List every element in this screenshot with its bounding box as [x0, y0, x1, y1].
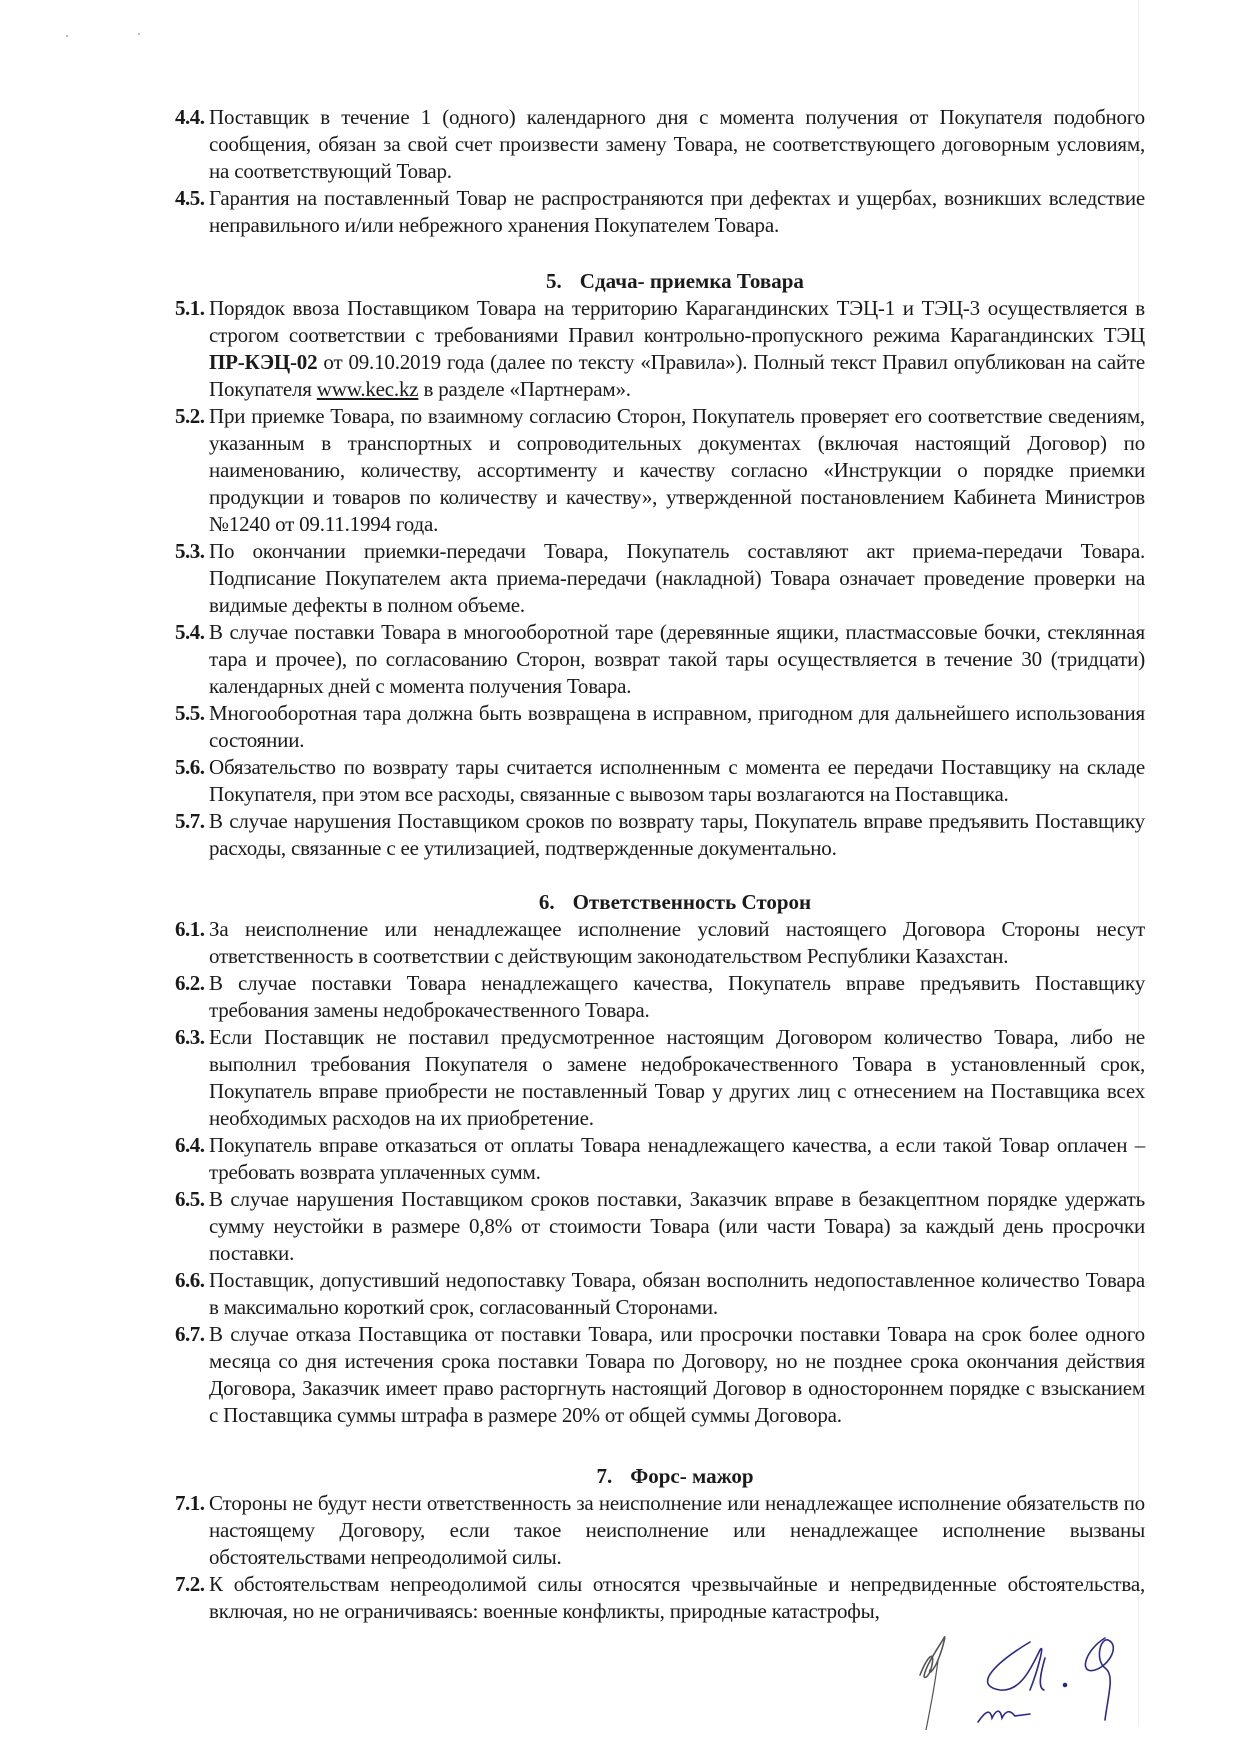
clause-7-1 [175, 1490, 1145, 1571]
clause-5-4 [175, 619, 1145, 700]
clause-6-5 [175, 1186, 1145, 1267]
signature-graphic [880, 1630, 1240, 1730]
clause-text: В случае поставки Товара в многооборотной таре (деревянные ящики, пластмассовые бочки, стеклянная тара и прочее), по согласованию Сторон, возврат такой тары осуществляется в течение 30 (тридцати) календарных дней с момента получения Товара. [209, 620, 1145, 698]
clause-text: Поставщик в течение 1 (одного) календарного дня с момента получения от Покупателя подобного сообщения, обязан за свой счет произвести замену Товара, не соответствующего договорным условиям, на соответствующий Товар. [209, 105, 1145, 183]
clause-number: 6.4. [175, 1133, 205, 1157]
clause-number: 6.5. [175, 1187, 205, 1211]
clause-5-5 [175, 700, 1145, 754]
clause-5-6 [175, 754, 1145, 808]
section-7 [175, 1463, 1145, 1625]
signatures [880, 1630, 1240, 1730]
regulation-code: ПР-КЭЦ-02 [209, 350, 318, 374]
clause-7-2 [175, 1571, 1145, 1625]
clause-text: За неисполнение или ненадлежащее исполнение условий настоящего Договора Стороны несут ответственность в соответствии с действующим законодательством Республики Казахстан. [209, 917, 1145, 968]
clause-text-part: в разделе «Партнерам». [418, 377, 631, 401]
clause-number: 7.2. [175, 1572, 205, 1596]
clause-number: 5.1. [175, 296, 205, 320]
clause-6-2 [175, 970, 1145, 1024]
clause-text: Многооборотная тара должна быть возвращена в исправном, пригодном для дальнейшего использования состоянии. [209, 701, 1145, 752]
clause-number: 5.2. [175, 404, 205, 428]
clause-number: 5.4. [175, 620, 205, 644]
clause-text: В случае нарушения Поставщиком сроков поставки, Заказчик вправе в безакцептном порядке удержать сумму неустойки в размере 0,8% от стоимости Товара (или части Товара) за каждый день просрочки поставки. [209, 1187, 1145, 1265]
clause-6-1 [175, 916, 1145, 970]
section-title: Форс- мажор [630, 1464, 754, 1488]
clause-text: В случае нарушения Поставщиком сроков по возврату тары, Покупатель вправе предъявить Поставщику расходы, связанные с ее утилизацией, подтвержденные документально. [209, 809, 1145, 860]
clause-number: 5.5. [175, 701, 205, 725]
clause-number: 6.2. [175, 971, 205, 995]
clause-text: В случае отказа Поставщика от поставки Товара, или просрочки поставки Товара на срок более одного месяца со дня истечения срока поставки Товара по Договору, но не позднее срока окончания действия Договора, Заказчик имеет право расторгнуть настоящий Договор в одностороннем порядке с взысканием с Поставщика суммы штрафа в размере 20% от общей суммы Договора. [209, 1322, 1145, 1427]
clause-number: 6.7. [175, 1322, 205, 1346]
clause-text: К обстоятельствам непреодолимой силы относятся чрезвычайные и непредвиденные обстоятельства, включая, но не ограничиваясь: военные конфликты, природные катастрофы, [209, 1572, 1145, 1623]
section-5 [175, 268, 1145, 862]
section-heading [175, 1463, 1145, 1490]
scan-speck [138, 33, 140, 35]
clause-text: При приемке Товара, по взаимному согласию Сторон, Покупатель проверяет его соответствие сведениям, указанным в транспортных и сопроводительных документах (включая настоящий Договор) по наименованию, количеству, ассортименту и качеству согласно «Инструкции о порядке приемки продукции и товаров по количеству и качеству», утвержденной постановлением Кабинета Министров №1240 от 09.11.1994 года. [209, 404, 1145, 536]
document-body [175, 104, 1145, 1625]
clause-number: 4.4. [175, 105, 205, 129]
section-title: Сдача- приемка Товара [579, 269, 804, 293]
clause-4-4 [175, 104, 1145, 185]
section-heading [175, 889, 1145, 916]
scan-speck [66, 35, 68, 37]
clause-5-3 [175, 538, 1145, 619]
clause-5-7 [175, 808, 1145, 862]
website-link[interactable]: www.kec.kz [316, 377, 419, 401]
clause-number: 5.3. [175, 539, 205, 563]
section-number: 7. [596, 1464, 613, 1488]
clause-text: Стороны не будут нести ответственность за неисполнение или ненадлежащее исполнение обязательств по настоящему Договору, если такое неисполнение или ненадлежащее исполнение вызваны обстоятельствами непреодолимой силы. [209, 1491, 1145, 1569]
clause-number: 5.6. [175, 755, 205, 779]
initials-signature-2 [978, 1638, 1113, 1722]
clause-number: 4.5. [175, 186, 205, 210]
clause-6-6 [175, 1267, 1145, 1321]
clause-4-5 [175, 185, 1145, 239]
section-number: 6. [538, 890, 555, 914]
section-6 [175, 889, 1145, 1429]
clause-6-4 [175, 1132, 1145, 1186]
clause-text-part: от 09.10.2019 года (далее по тексту «Правила»). Полный текст Правил опубликован на сайте Покупателя [209, 350, 1145, 401]
clause-text: Гарантия на поставленный Товар не распространяются при дефектах и ущербах, возникших вследствие неправильного и/или небрежного хранения Покупателем Товара. [209, 186, 1145, 237]
clause-number: 7.1. [175, 1491, 205, 1515]
clause-text: Покупатель вправе отказаться от оплаты Товара ненадлежащего качества, а если такой Товар оплачен – требовать возврата уплаченных сумм. [209, 1133, 1145, 1184]
clause-text: По окончании приемки-передачи Товара, Покупатель составляют акт приема-передачи Товара. Подписание Покупателем акта приема-передачи (накладной) Товара означает проведение проверки на видимые дефекты в полном объеме. [209, 539, 1145, 617]
clause-number: 6.6. [175, 1268, 205, 1292]
clause-5-2 [175, 403, 1145, 538]
clause-number: 5.7. [175, 809, 205, 833]
clause-text: Обязательство по возврату тары считается исполненным с момента ее передачи Поставщику на складе Покупателя, при этом все расходы, связанные с вывозом тары возлагаются на Поставщика. [209, 755, 1145, 806]
clause-text: В случае поставки Товара ненадлежащего качества, Покупатель вправе предъявить Поставщику требования замены недоброкачественного Товара. [209, 971, 1145, 1022]
clause-number: 6.1. [175, 917, 205, 941]
initials-signature-1 [920, 1637, 945, 1730]
clause-number: 6.3. [175, 1025, 205, 1049]
clause-5-1 [175, 295, 1145, 403]
clause-6-3 [175, 1024, 1145, 1132]
clause-6-7 [175, 1321, 1145, 1429]
clause-text: Поставщик, допустивший недопоставку Товара, обязан восполнить недопоставленное количество Товара в максимально короткий срок, согласованный Сторонами. [209, 1268, 1145, 1319]
clause-text [209, 295, 1145, 403]
section-number: 5. [546, 269, 562, 293]
clause-text-part: Порядок ввоза Поставщиком Товара на территорию Карагандинских ТЭЦ-1 и ТЭЦ-3 осуществляется в строгом соответствии с требованиями Правил контрольно-пропускного режима Карагандинских ТЭЦ [209, 296, 1145, 347]
section-4-continuation [175, 104, 1145, 239]
section-heading [175, 268, 1145, 295]
clause-text: Если Поставщик не поставил предусмотренное настоящим Договором количество Товара, либо не выполнил требования Покупателя о замене недоброкачественного Товара в установленный срок, Покупатель вправе приобрести не поставленный Товар у других лиц с отнесением на Поставщика всех необходимых расходов на их приобретение. [209, 1025, 1145, 1130]
section-title: Ответственность Сторон [572, 890, 812, 914]
